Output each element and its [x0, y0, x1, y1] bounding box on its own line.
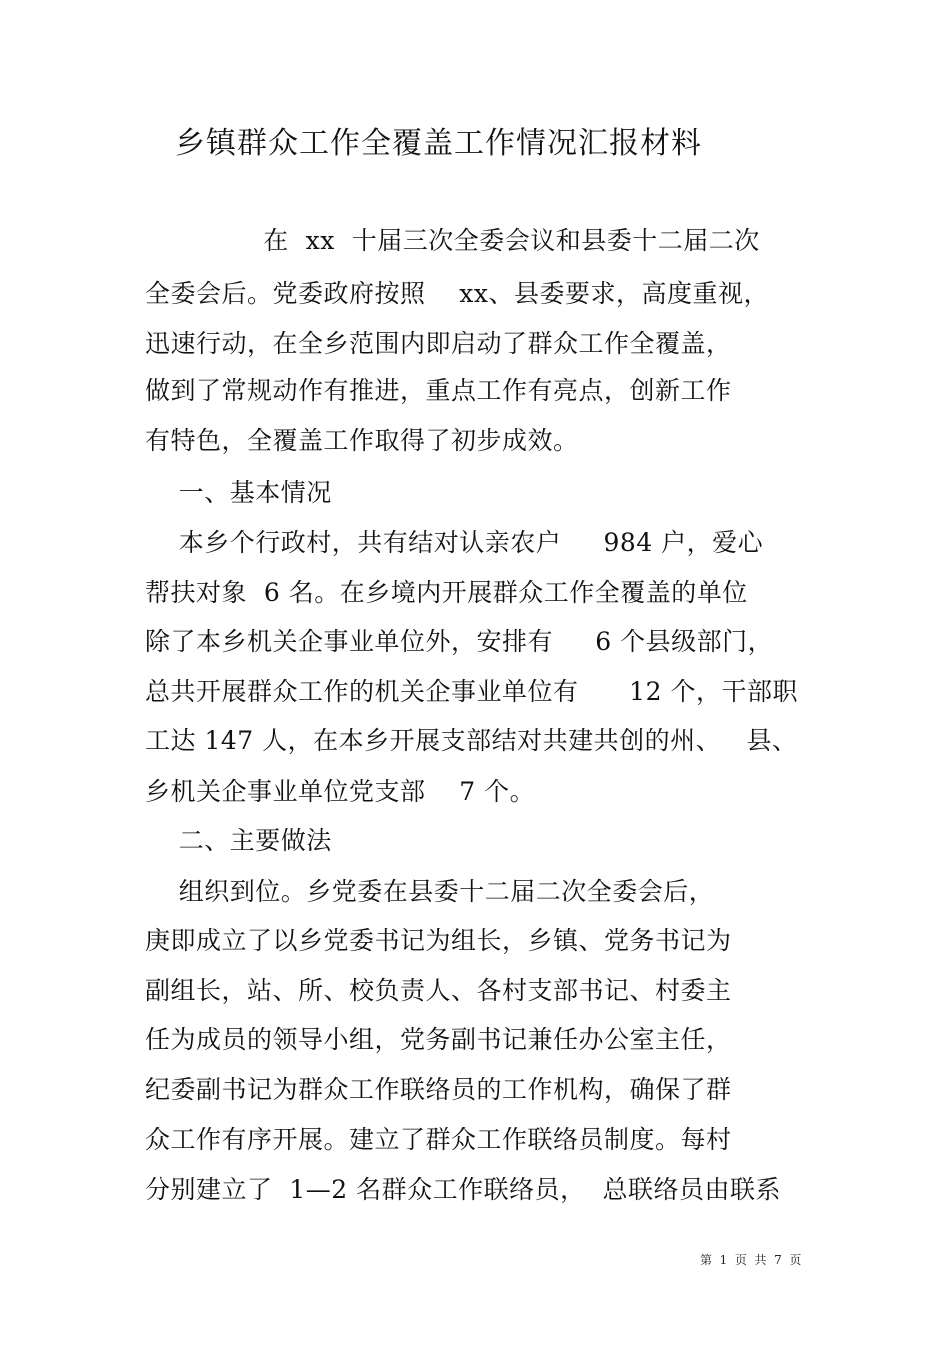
body-line: 工达 147 人，在本乡开展支部结对共建共创的州、 县、 — [145, 726, 798, 755]
body-line: 组织到位。乡党委在县委十二届二次全委会后， — [145, 877, 715, 906]
body-line: 全委会后。党委政府按照 xx、县委要求，高度重视， — [145, 279, 769, 308]
body-line: 庚即成立了以乡党委书记为组长，乡镇、党务书记为 — [145, 926, 732, 955]
body-line: 乡机关企事业单位党支部 7 个。 — [145, 777, 536, 806]
page-number-footer: 第 1 页 共 7 页 — [700, 1253, 802, 1267]
body-line: 任为成员的领导小组，党务副书记兼任办公室主任， — [145, 1025, 732, 1054]
body-line: 帮扶对象 6 名。在乡境内开展群众工作全覆盖的单位 — [145, 578, 748, 607]
body-line: 做到了常规动作有推进，重点工作有亮点，创新工作 — [145, 376, 732, 405]
section-heading: 二、主要做法 — [145, 826, 332, 855]
body-line: 纪委副书记为群众工作联络员的工作机构，确保了群 — [145, 1075, 732, 1104]
body-line: 有特色，全覆盖工作取得了初步成效。 — [145, 426, 579, 455]
body-line: 除了本乡机关企事业单位外，安排有 6 个县级部门， — [145, 627, 774, 656]
body-line: 众工作有序开展。建立了群众工作联络员制度。每村 — [145, 1125, 732, 1154]
body-line: 副组长，站、所、校负责人、各村支部书记、村委主 — [145, 976, 732, 1005]
body-line: 在 xx 十届三次全委会议和县委十二届二次 — [145, 226, 760, 255]
body-line: 分别建立了 1—2 名群众工作联络员， 总联络员由联系 — [145, 1175, 782, 1204]
document-title: 乡镇群众工作全覆盖工作情况汇报材料 — [175, 126, 702, 161]
body-line: 本乡个行政村，共有结对认亲农户 984 户，爱心 — [145, 528, 764, 557]
body-line: 总共开展群众工作的机关企事业单位有 12 个，干部职 — [145, 677, 798, 706]
section-heading: 一、基本情况 — [145, 478, 332, 507]
body-line: 迅速行动，在全乡范围内即启动了群众工作全覆盖， — [145, 329, 732, 358]
